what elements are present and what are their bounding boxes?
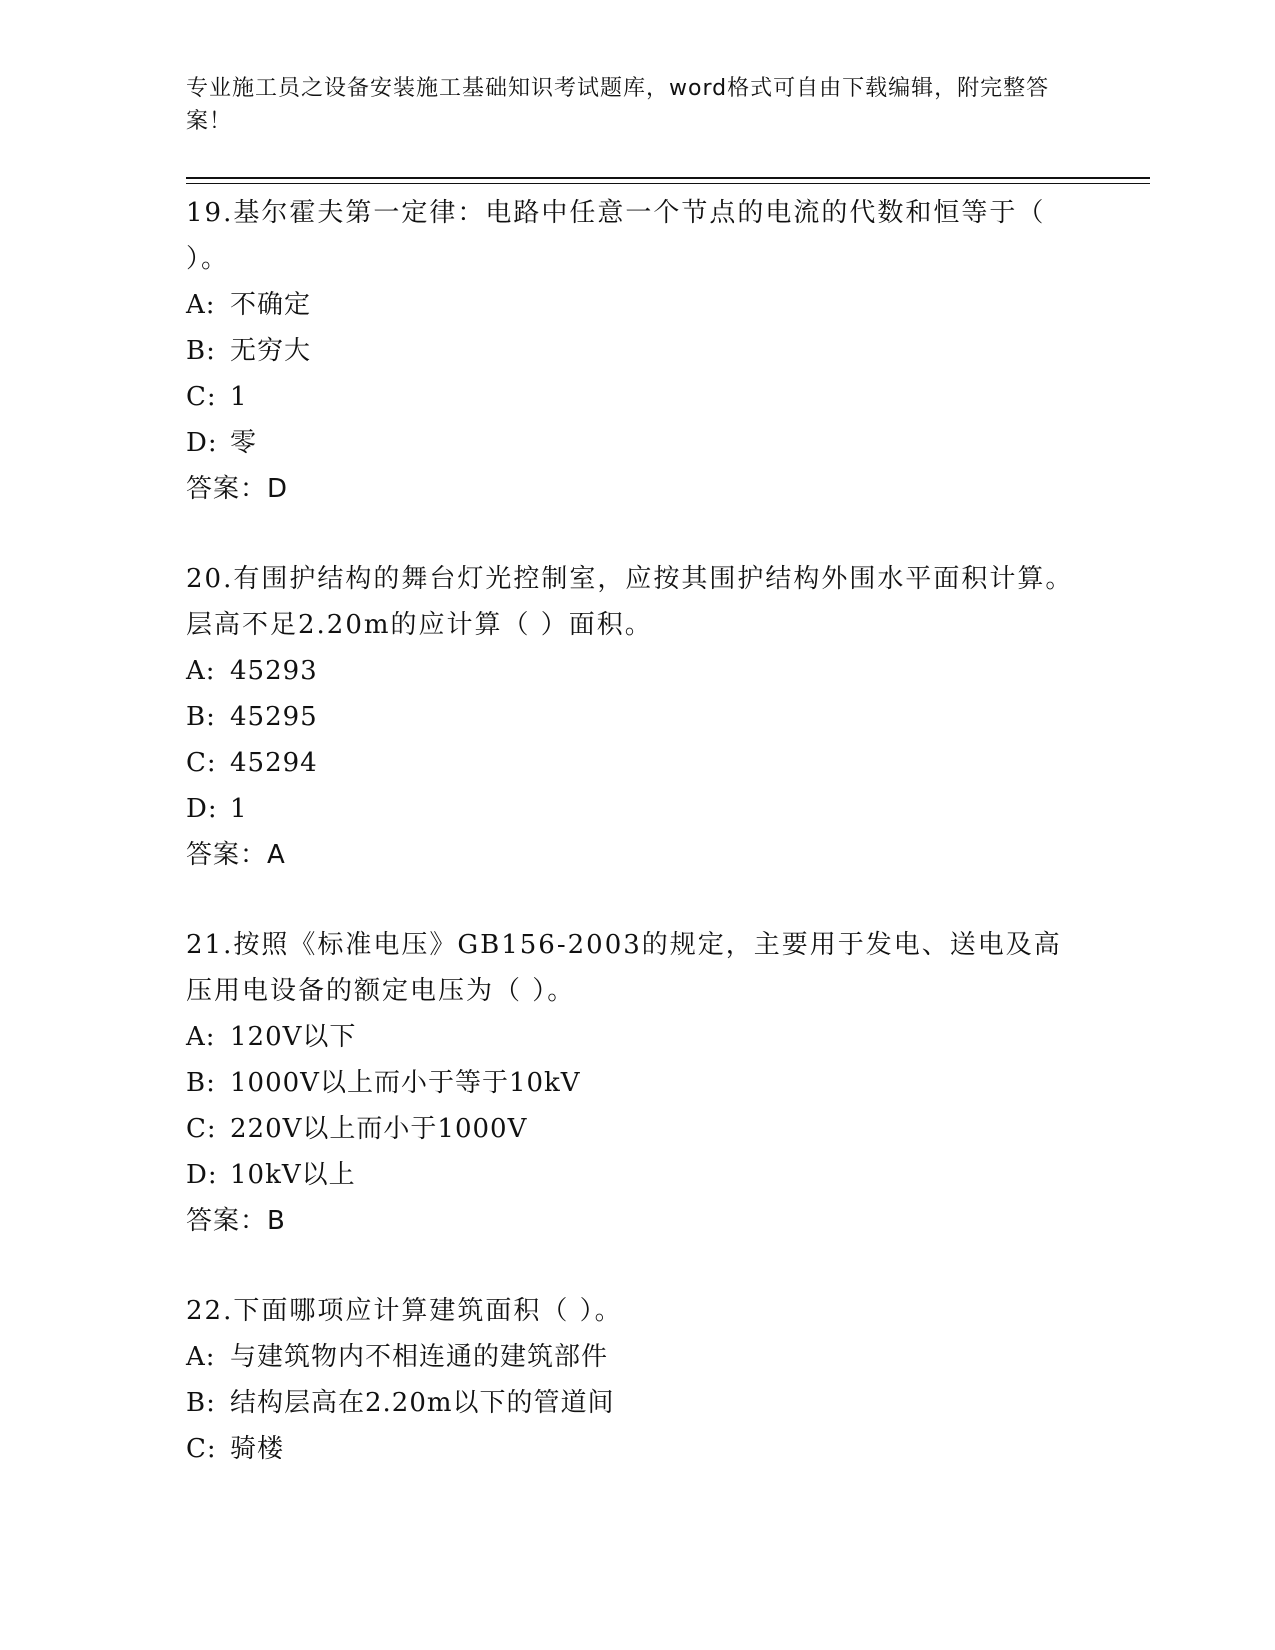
option-label: D:	[186, 794, 218, 824]
option-text: 1000V以上而小于等于10kV	[230, 1068, 581, 1098]
question-20	[186, 556, 1086, 878]
option-text: 骑楼	[230, 1434, 285, 1464]
question-22	[186, 1288, 1086, 1472]
option-label: A:	[186, 1022, 216, 1052]
option-c	[186, 1106, 1086, 1152]
option-text: 45295	[230, 702, 318, 732]
option-d	[186, 786, 1086, 832]
option-text: 1	[230, 382, 248, 412]
option-label: B:	[186, 336, 216, 366]
option-d	[186, 1152, 1086, 1198]
option-c	[186, 374, 1086, 420]
option-text: 与建筑物内不相连通的建筑部件	[230, 1342, 609, 1372]
option-label: C:	[186, 382, 217, 412]
option-a	[186, 1334, 1086, 1380]
answer-text: 答案：D	[186, 474, 289, 504]
document-header: 专业施工员之设备安装施工基础知识考试题库，word格式可自由下载编辑，附完整答案！	[186, 76, 1050, 134]
option-label: B:	[186, 702, 216, 732]
option-c	[186, 740, 1086, 786]
option-b	[186, 1380, 1086, 1426]
question-stem: 21.按照《标准电压》GB156-2003的规定，主要用于发电、送电及高压用电设备的额定电压为（ ）。	[186, 930, 1062, 1006]
option-text: 零	[230, 428, 258, 458]
option-text: 结构层高在2.20m以下的管道间	[230, 1388, 615, 1418]
option-b	[186, 1060, 1086, 1106]
option-label: B:	[186, 1388, 216, 1418]
question-stem: 19.基尔霍夫第一定律：电路中任意一个节点的电流的代数和恒等于（ ）。	[186, 198, 1046, 274]
option-text: 45294	[230, 748, 318, 778]
header-divider-thin	[186, 183, 1150, 184]
answer-text: 答案：A	[186, 840, 286, 870]
header-divider-thick	[186, 177, 1150, 179]
option-label: A:	[186, 290, 216, 320]
option-text: 220V以上而小于1000V	[230, 1114, 528, 1144]
option-text: 1	[230, 794, 248, 824]
option-text: 无穷大	[230, 336, 312, 366]
option-a	[186, 1014, 1086, 1060]
option-label: C:	[186, 748, 217, 778]
option-label: D:	[186, 428, 218, 458]
option-a	[186, 282, 1086, 328]
option-text: 45293	[230, 656, 318, 686]
option-text: 10kV以上	[230, 1160, 356, 1190]
question-stem: 20.有围护结构的舞台灯光控制室，应按其围护结构外围水平面积计算。层高不足2.20m的应计算（ ）面积。	[186, 564, 1074, 640]
option-label: C:	[186, 1114, 217, 1144]
option-c	[186, 1426, 1086, 1472]
question-list	[186, 190, 1086, 1516]
option-text: 120V以下	[230, 1022, 357, 1052]
option-text: 不确定	[230, 290, 312, 320]
option-label: A:	[186, 1342, 216, 1372]
option-b	[186, 328, 1086, 374]
question-21	[186, 922, 1086, 1244]
option-label: D:	[186, 1160, 218, 1190]
question-stem: 22.下面哪项应计算建筑面积（ ）。	[186, 1296, 623, 1326]
answer-text: 答案：B	[186, 1206, 286, 1236]
option-d	[186, 420, 1086, 466]
question-19	[186, 190, 1086, 512]
option-label: A:	[186, 656, 216, 686]
option-label: B:	[186, 1068, 216, 1098]
option-b	[186, 694, 1086, 740]
option-label: C:	[186, 1434, 217, 1464]
option-a	[186, 648, 1086, 694]
